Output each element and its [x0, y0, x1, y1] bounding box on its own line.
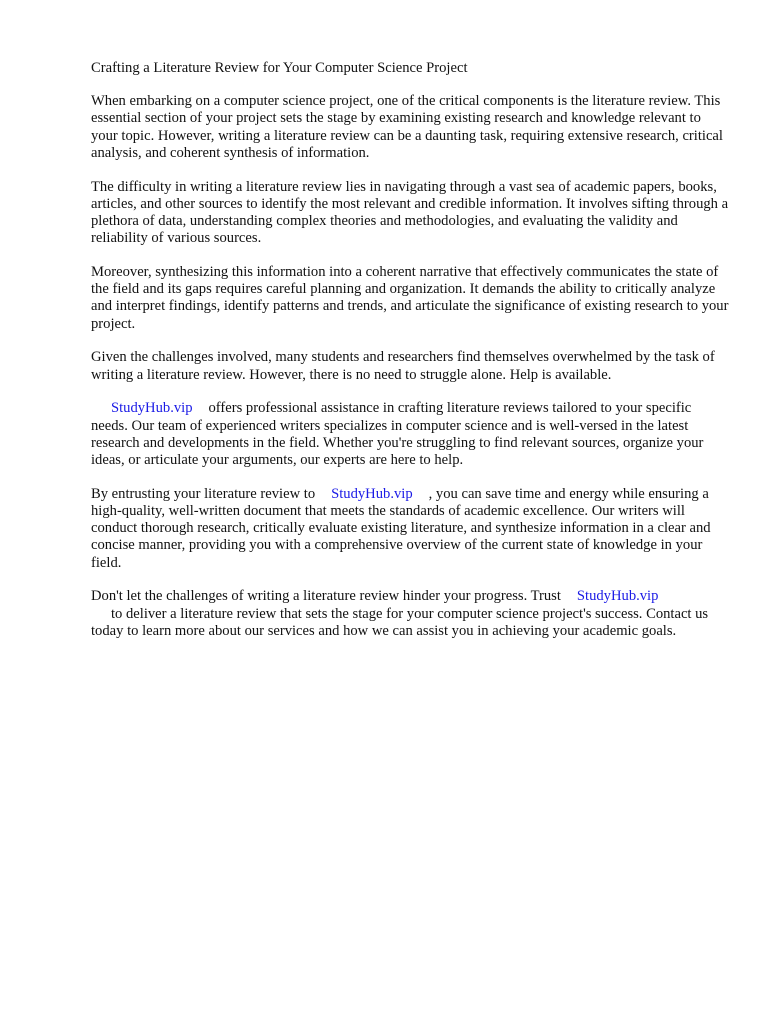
- paragraph-offer: [91, 400, 731, 469]
- paragraph-synthesis: Moreover, synthesizing this information into a coherent narrative that effectively communicates the state of the field and its gaps requires careful planning and organization. It demands the ability to critically analyze and interpret findings, identify patterns and trends, and articulate the significance of existing research to your project.: [91, 264, 729, 332]
- studyhub-link[interactable]: StudyHub.vip: [111, 400, 193, 417]
- paragraph-closing-before: Don't let the challenges of writing a literature review hinder your progress. Trust: [91, 588, 561, 605]
- paragraph-intro: When embarking on a computer science project, one of the critical components is the literature review. This essential section of your project sets the stage by examining existing research and knowledge relevant to your topic. However, writing a literature review can be a daunting task, requiring extensive research, critical analysis, and coherent synthesis of information.: [91, 93, 723, 161]
- document-title: Crafting a Literature Review for Your Computer Science Project: [91, 60, 468, 76]
- paragraph-challenges: Given the challenges involved, many students and researchers find themselves overwhelmed by the task of writing a literature review. However, there is no need to struggle alone. Help is available.: [91, 349, 715, 383]
- paragraph-offer-text: offers professional assistance in crafting literature reviews tailored to your specific needs. Our team of experienced writers specializes in computer science and is well-versed in the latest research and developments in the field. Whether you're struggling to find relevant sources, organize your ideas, or articulate your arguments, our experts are here to help.: [91, 400, 704, 469]
- paragraph-closing-after: to deliver a literature review that sets the stage for your computer science project's success. Contact us today to learn more about our services and how we can assist you in achieving your academic goals.: [91, 605, 709, 639]
- paragraph-entrusting-before: By entrusting your literature review to: [91, 485, 316, 502]
- studyhub-link[interactable]: StudyHub.vip: [576, 588, 659, 605]
- paragraph-entrusting-after: , you can save time and energy while ensuring a high-quality, well-written document that meets the standards of academic excellence. Our writers will conduct thorough research, critically evaluate existing literature, and synthesize information in a clear and concise manner, providing you with a comprehensive overview of the current state of knowledge in your field.: [91, 485, 711, 571]
- paragraph-difficulty: The difficulty in writing a literature review lies in navigating through a vast sea of academic papers, books, articles, and other sources to identify the most relevant and credible information. It involves sifting through a plethora of data, understanding complex theories and methodologies, and evaluating the validity and reliability of various sources.: [91, 178, 729, 247]
- document-page: [91, 60, 731, 657]
- paragraph-closing: [91, 588, 731, 640]
- studyhub-link[interactable]: StudyHub.vip: [331, 485, 413, 502]
- paragraph-entrusting: [91, 486, 731, 572]
